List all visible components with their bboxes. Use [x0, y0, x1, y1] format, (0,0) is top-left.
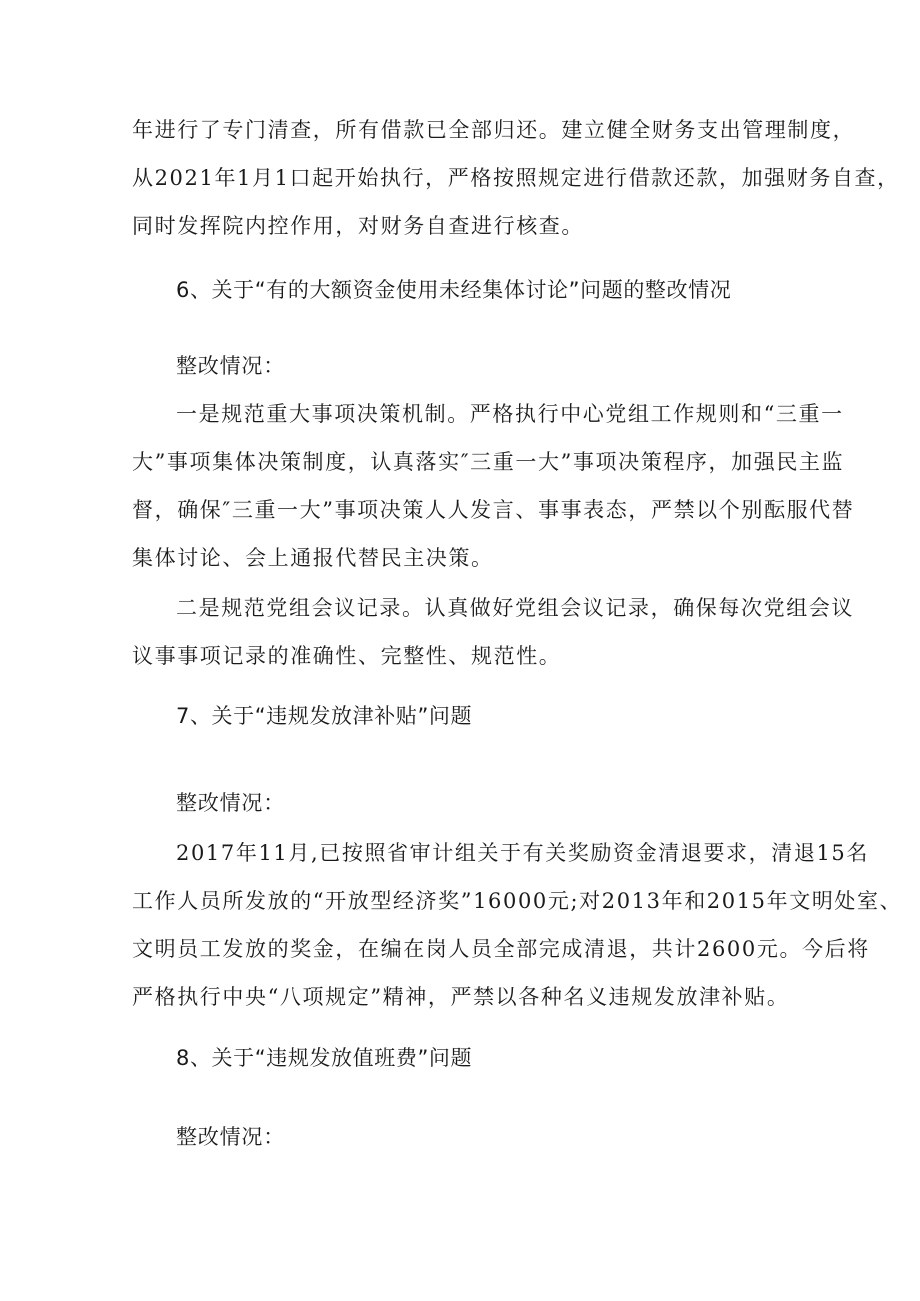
paragraph-line: 年进行了专门清查，所有借款已全部归还。建立健全财务支出管理制度， [132, 118, 856, 142]
section-subheading: 整改情况： [176, 1125, 285, 1149]
paragraph-line: 督，确保″三重一大”事项决策人人发言、事事表态，严禁以个别酝服代替 [132, 498, 855, 522]
paragraph-line: 严格执行中央“八项规定”精神，严禁以各种名义违规发放津补贴。 [132, 985, 790, 1009]
section-heading: 6、关于“有的大额资金使用未经集体讨论”问题的整改情况 [176, 278, 732, 302]
paragraph-line: 同时发挥院内控作用，对财务自查进行核查。 [132, 214, 584, 238]
paragraph-line: 议事事项记录的准确性、完整性、规范性。 [132, 644, 562, 668]
paragraph-line: 2017年11月,已按照省审计组关于有关奖励资金清退要求，清退15名 [176, 841, 869, 865]
section-heading: 8、关于“违规发放值班费”问题 [176, 1046, 473, 1070]
paragraph-line: 文明员工发放的奖金，在编在岗人员全部完成清退，共计2600元。今后将 [132, 937, 870, 961]
paragraph-line: 从2021年1月1口起开始执行，严格按照规定进行借款还款，加强财务自查， [132, 166, 900, 190]
paragraph-line: 大”事项集体决策制度，认真落实″三重一大”事项决策程序，加强民主监 [132, 450, 845, 474]
section-subheading: 整改情况： [176, 354, 285, 378]
paragraph-line: 二是规范党组会议记录。认真做好党组会议记录，确保每次党组会议 [176, 596, 854, 620]
section-subheading: 整改情况： [176, 791, 285, 815]
section-heading: 7、关于“违规发放津补贴”问题 [176, 704, 473, 728]
paragraph-line: 集体讨论、会上通报代替民主决策。 [132, 546, 494, 570]
paragraph-line: 一是规范重大事项决策机制。严格执行中心党组工作规则和“三重一 [176, 402, 844, 426]
paragraph-line: 工作人员所发放的“开放型经济奖”16000元;对2013年和2015年文明处室、 [132, 889, 903, 913]
